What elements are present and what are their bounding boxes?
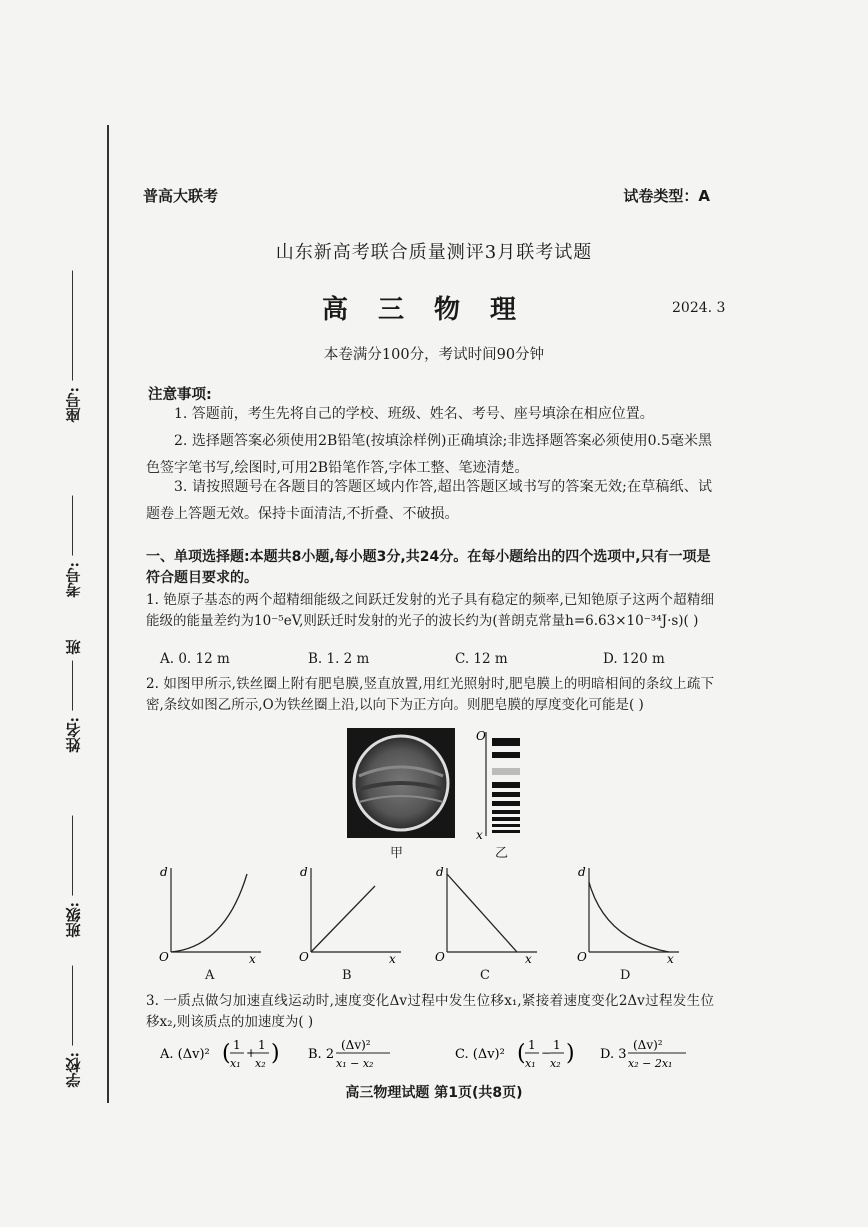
q1-option-b: B. 1. 2 m (308, 651, 370, 667)
figure-a-label: 甲 (390, 846, 404, 861)
strip-origin-label: O (476, 729, 486, 743)
class-label: 班级: (64, 902, 83, 938)
exam-date: 2024. 3 (672, 300, 726, 316)
graph-c (433, 862, 543, 964)
q3-option-b (308, 1036, 418, 1074)
svg-text:(: ( (517, 1041, 526, 1066)
q3-c-prefix: C. (Δv)² (455, 1047, 505, 1062)
q3-b-den: x₁ − x₂ (336, 1057, 374, 1070)
section-heading: 一、单项选择题:本题共8小题,每小题3分,共24分。在每小题给出的四个选项中,只有一项是符合题目要求的。 (146, 549, 711, 586)
q3-c-num1: 1 (528, 1038, 536, 1052)
q3-d-num: (Δv)² (633, 1038, 663, 1052)
note-item: 1. 答题前，考生先将自己的学校、班级、姓名、考号、座号填涂在相应位置。 (174, 406, 654, 422)
q3-a-prefix: A. (Δv)² (160, 1047, 210, 1062)
fringe-strip (472, 728, 532, 840)
q3-c-op: − (541, 1046, 552, 1060)
graph-d-d-label: d (578, 865, 586, 879)
q3-a-den1: x₁ (230, 1057, 241, 1070)
graph-c-d-label: d (436, 865, 444, 879)
exam-no-blank (73, 496, 74, 556)
graph-a-origin-label: O (159, 950, 169, 964)
name-field (58, 640, 88, 753)
graph-b-x-label: x (389, 952, 396, 964)
q1-option-d: D. 120 m (603, 651, 665, 667)
q1-option-c: C. 12 m (455, 651, 508, 667)
question-2: 2. 如图甲所示,铁丝圈上附有肥皂膜,竖直放置,用红光照射时,肥皂膜上的明暗相间的条纹上疏下密,条纹如图乙所示,O为铁丝圈上沿,以向下为正方向。则肥皂膜的厚度变化可能是( ) (146, 676, 714, 713)
graph-d-label: D (620, 968, 631, 983)
soap-film-photo (347, 728, 455, 838)
graph-d-x-label: x (667, 952, 674, 964)
graph-a-d-label: d (160, 865, 168, 879)
svg-text:): ) (271, 1041, 280, 1066)
q3-a-num1: 1 (233, 1038, 241, 1052)
class-field (58, 810, 88, 938)
q3-option-d (600, 1036, 710, 1074)
note-item: 3. 请按照题号在各题目的答题区域内作答,超出答题区域书写的答案无效;在草稿纸、试题卷上答题无效。保持卡面清洁,不折叠、不破损。 (146, 479, 712, 522)
graph-c-origin-label: O (435, 950, 445, 964)
school-blank (73, 966, 74, 1046)
q1-option-a: A. 0. 12 m (160, 651, 230, 667)
exam-no-field (58, 490, 88, 598)
exam-series: 普高大联考 (143, 187, 219, 205)
class-blank (73, 816, 74, 896)
seat-blank (73, 271, 74, 381)
q3-option-c (455, 1036, 585, 1074)
graph-d-origin-label: O (577, 950, 587, 964)
graph-a-x-label: x (249, 952, 256, 964)
q3-a-num2: 1 (258, 1038, 266, 1052)
seat-label: 座号: (64, 387, 83, 423)
question-1: 1. 铯原子基态的两个超精细能级之间跃迁发射的光子具有稳定的频率,已知铯原子这两个超精细能级的能量差约为10⁻⁵eV,则跃迁时发射的光子的波长约为(普朗克常量h=6.63×10⁻³⁴J·s)( ) (146, 592, 714, 629)
graph-c-label: C (480, 968, 490, 983)
exam-title: 山东新高考联合质量测评3月联考试题 (275, 242, 593, 263)
q3-c-den2: x₂ (550, 1057, 561, 1070)
subject-title: 高三物理 (321, 295, 546, 325)
notes-title: 注意事项: (148, 387, 212, 403)
q3-a-den2: x₂ (255, 1057, 266, 1070)
q3-a-op: + (246, 1046, 257, 1060)
q3-b-prefix: B. 2 (308, 1047, 335, 1062)
graph-b (297, 862, 407, 964)
note-item: 2. 选择题答案必须使用2B铅笔(按填涂样例)正确填涂;非选择题答案必须使用0.5毫米黑色签字笔书写,绘图时,可用2B铅笔作答,字体工整、笔迹清楚。 (146, 433, 712, 476)
school-field (58, 960, 88, 1088)
exam-no-label: 考号: (64, 562, 83, 598)
graph-a-label: A (205, 968, 215, 983)
q3-c-den1: x₁ (525, 1057, 536, 1070)
q3-c-num2: 1 (553, 1038, 561, 1052)
page-footer: 高三物理试题 第1页(共8页) (345, 1085, 523, 1101)
q3-b-num: (Δv)² (341, 1038, 371, 1052)
q3-option-a (160, 1036, 290, 1074)
graph-b-d-label: d (300, 865, 308, 879)
q3-d-den: x₂ − 2x₁ (628, 1057, 673, 1070)
class-a-label: 班 (64, 640, 83, 655)
score-time-info: 本卷满分100分，考试时间90分钟 (323, 347, 545, 363)
figure-b-label: 乙 (495, 846, 509, 861)
strip-x-label: x (476, 828, 483, 840)
binding-line (107, 125, 109, 1103)
graph-c-x-label: x (525, 952, 532, 964)
graph-a (155, 862, 265, 964)
graph-b-origin-label: O (299, 950, 309, 964)
paper-type: 试卷类型：A (623, 187, 710, 205)
name-blank (73, 661, 74, 711)
school-label: 学校: (64, 1052, 83, 1088)
graph-b-label: B (342, 968, 352, 983)
svg-text:(: ( (222, 1041, 231, 1066)
name-label: 姓名: (64, 717, 83, 753)
svg-text:): ) (566, 1041, 575, 1066)
question-3: 3. 一质点做匀加速直线运动时,速度变化Δv过程中发生位移x₁,紧接着速度变化2Δv过程发生位移x₂,则该质点的加速度为( ) (146, 993, 714, 1030)
q3-d-prefix: D. 3 (600, 1047, 627, 1062)
graph-d (575, 862, 685, 964)
